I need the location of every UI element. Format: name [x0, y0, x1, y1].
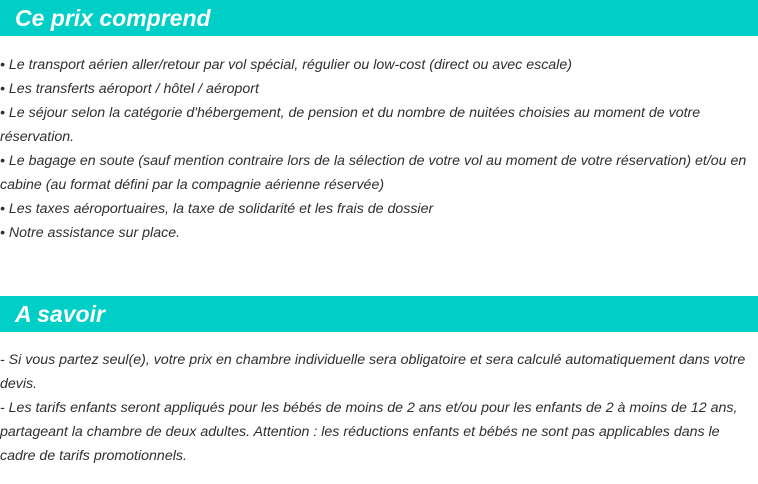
list-item: • Les transferts aéroport / hôtel / aéroport	[0, 81, 259, 97]
to-know-list	[0, 348, 752, 468]
list-item: • Le séjour selon la catégorie d'hébergement, de pension et du nombre de nuitées choisies au moment de votre réservation.	[0, 105, 701, 145]
section-title-to-know: A savoir	[0, 296, 758, 332]
list-item: - Si vous partez seul(e), votre prix en chambre individuelle sera obligatoire et sera calculé automatiquement dans votre devis.	[0, 352, 746, 392]
list-item: • Le bagage en soute (sauf mention contraire lors de la sélection de votre vol au moment de votre réservation) et/ou en cabine (au format défini par la compagnie aérienne réservée)	[0, 153, 747, 193]
price-includes-list	[0, 53, 752, 245]
list-item: • Notre assistance sur place.	[0, 225, 181, 241]
list-item: • Le transport aérien aller/retour par vol spécial, régulier ou low-cost (direct ou avec escale)	[0, 57, 572, 73]
list-item: • Les taxes aéroportuaires, la taxe de solidarité et les frais de dossier	[0, 201, 434, 217]
section-title-price-includes: Ce prix comprend	[0, 0, 758, 36]
list-item: - Les tarifs enfants seront appliqués pour les bébés de moins de 2 ans et/ou pour les enfants de 2 à moins de 12 ans, partageant la chambre de deux adultes. Attention : les réductions enfants et bébés ne sont pas applicables dans le cadre de tarifs promotionnels.	[0, 400, 738, 464]
